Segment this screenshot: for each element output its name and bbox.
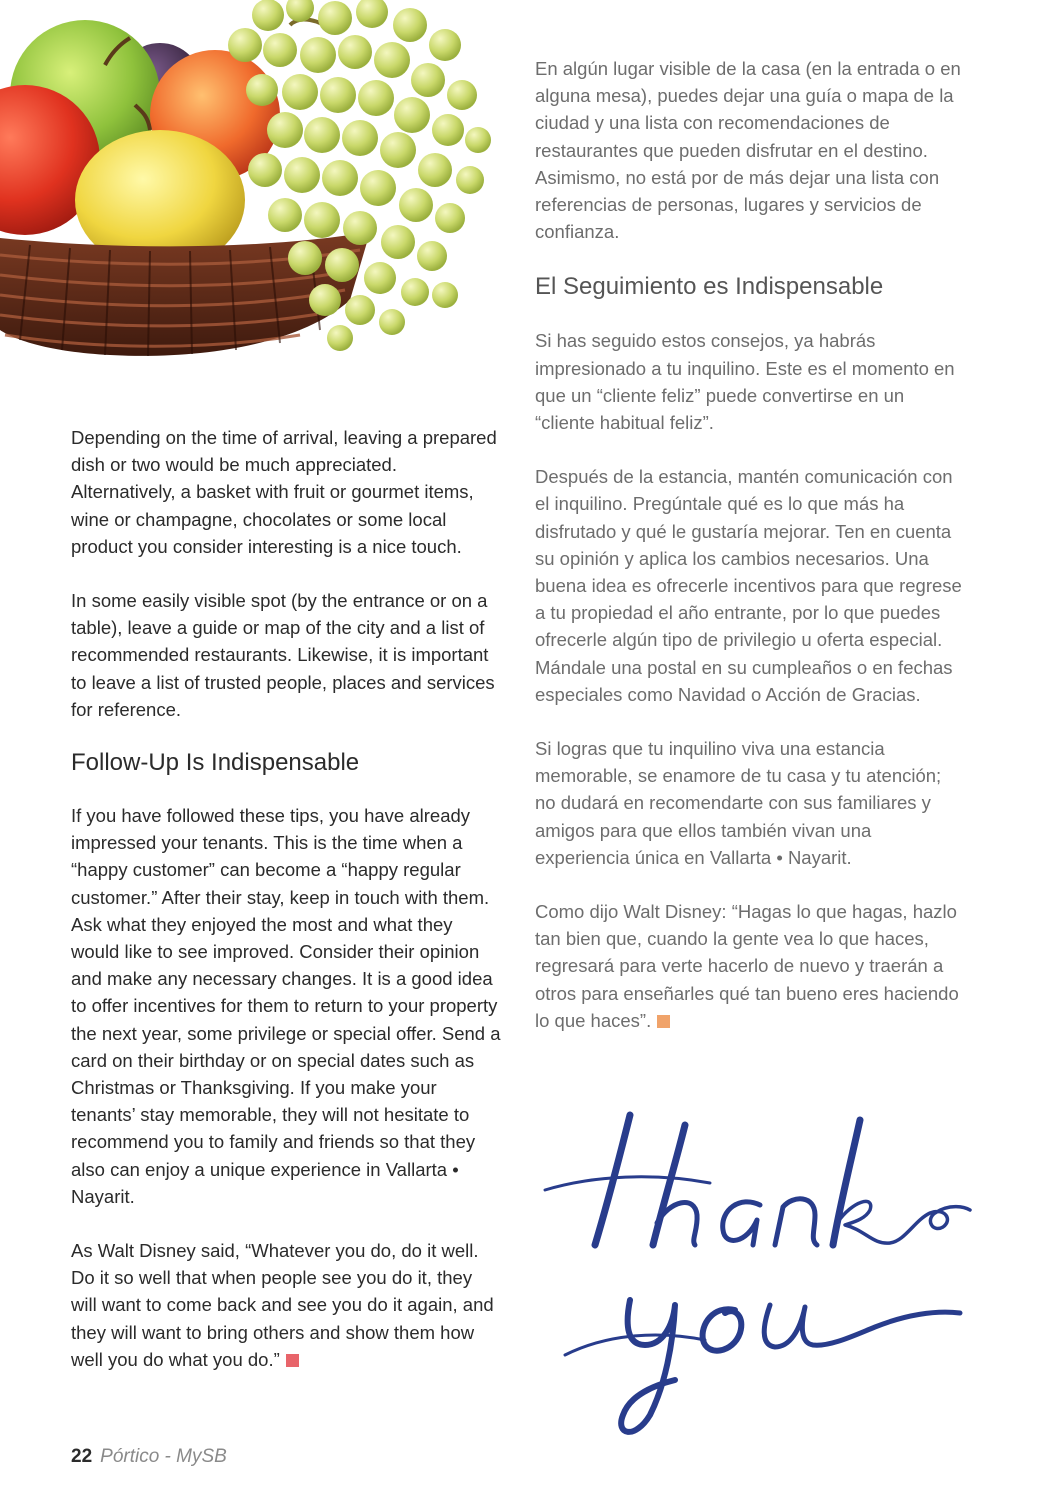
thank-you-lettering bbox=[535, 1095, 975, 1445]
end-of-article-mark bbox=[657, 1015, 670, 1028]
english-column bbox=[71, 424, 501, 1373]
spanish-paragraph-4: Si logras que tu inquilino viva una estancia memorable, se enamore de tu casa y tu atención; no dudará en recomendarte con sus familiares y amigos para que ellos también vivan una experiencia única en Vallarta • Nayarit. bbox=[535, 738, 942, 868]
english-paragraph-4-text: As Walt Disney said, “Whatever you do, do it well. Do it so well that when people see you do it, they will want to come back and see you do it again, and they will want to bring others and show them how well you do what you do.” bbox=[71, 1240, 494, 1370]
english-paragraph-1: Depending on the time of arrival, leaving a prepared dish or two would be much appreciated. Alternatively, a basket with fruit or gourmet items, wine or champagne, chocolates or some local product you consider interesting is a nice touch. bbox=[71, 427, 497, 557]
spanish-column bbox=[535, 55, 965, 1034]
spanish-paragraph-2: Si has seguido estos consejos, ya habrás impresionado a tu inquilino. Este es el momento en que un “cliente feliz” puede convertirse en un “cliente habitual feliz”. bbox=[535, 330, 955, 434]
english-paragraph-4 bbox=[71, 1237, 501, 1373]
english-paragraph-3: If you have followed these tips, you have already impressed your tenants. This is the time when a “happy customer” can become a “happy regular customer.” After their stay, keep in touch with them. Ask what they enjoyed the most and what they would like to see improved. Consider their opinion and make any necessary changes. It is a good idea to offer incentives for them to return to your property the next year, some privilege or special offer. Send a card on their birthday or on special dates such as Christmas or Thanksgiving. If you make your tenants’ stay memorable, they will not hesitate to recommend you to family and friends so that they also can enjoy a unique experience in Vallarta • Nayarit. bbox=[71, 805, 501, 1207]
spanish-paragraph-5-text: Como dijo Walt Disney: “Hagas lo que hagas, hazlo tan bien que, cuando la gente vea lo que haces, regresará para verte hacerlo de nuevo y traerán a otros para enseñarles qué tan bueno eres haciendo lo que haces”. bbox=[535, 901, 959, 1031]
page-footer bbox=[71, 1446, 227, 1468]
english-paragraph-2: In some easily visible spot (by the entrance or on a table), leave a guide or map of the city and a list of recommended restaurants. Likewise, it is important to leave a list of trusted people, places and services for reference. bbox=[71, 590, 495, 720]
spanish-paragraph-1: En algún lugar visible de la casa (en la entrada o en alguna mesa), puedes dejar una guía o mapa de la ciudad y una lista con recomendaciones de restaurantes que pueden disfrutar en el destino. Asimismo, no está por de más dejar una lista con referencias de personas, lugares y servicios de confianza. bbox=[535, 58, 961, 243]
spanish-paragraph-5 bbox=[535, 898, 965, 1034]
publication-name: Pórtico - MySB bbox=[100, 1446, 227, 1467]
english-heading: Follow-Up Is Indispensable bbox=[71, 749, 360, 777]
fruit-basket-photo bbox=[0, 0, 500, 385]
spanish-heading: El Seguimiento es Indispensable bbox=[535, 273, 884, 301]
page-number: 22 bbox=[71, 1446, 93, 1467]
spanish-paragraph-3: Después de la estancia, mantén comunicación con el inquilino. Pregúntale qué es lo que más ha disfrutado y qué le gustaría mejorar. Ten en cuenta su opinión y aplica los cambios necesarios. Una buena idea es ofrecerle incentivos para que regrese a tu propiedad el año entrante, por lo que puedes ofrecerle algún tipo de privilegio u oferta especial. Mándale una postal en su cumpleaños o en fechas especiales como Navidad o Acción de Gracias. bbox=[535, 466, 962, 705]
end-of-article-mark bbox=[286, 1354, 299, 1367]
